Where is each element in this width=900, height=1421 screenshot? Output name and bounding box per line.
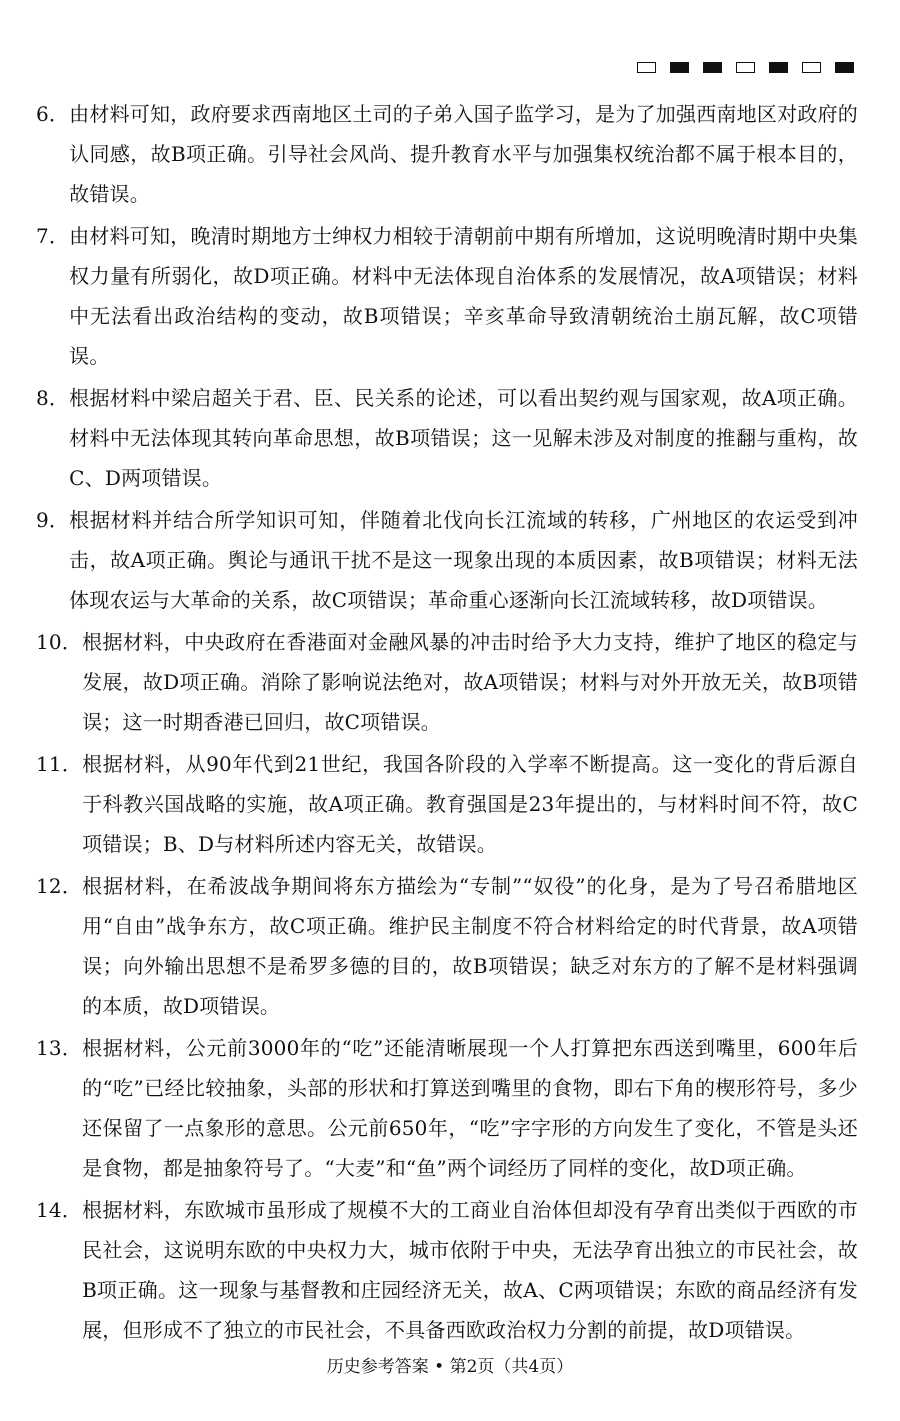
corner-mark-filled xyxy=(769,62,788,73)
answer-text: 由材料可知，晚清时期地方士绅权力相较于清朝前中期有所增加，这说明晚清时期中央集权力量有所弱化，故D项正确。材料中无法体现自治体系的发展情况，故A项错误；材料中无法看出政治结构的变动，故B项错误；辛亥革命导致清朝统治土崩瓦解，故C项错误。 xyxy=(69,224,858,368)
corner-mark-empty xyxy=(802,62,821,73)
answer-number: 12． xyxy=(36,874,83,898)
answer-text: 根据材料并结合所学知识可知，伴随着北伐向长江流域的转移，广州地区的农运受到冲击，故A项正确。舆论与通讯干扰不是这一现象出现的本质因素，故B项错误；材料无法体现农运与大革命的关系，故C项错误；革命重心逐渐向长江流域转移，故D项错误。 xyxy=(69,508,858,612)
answer-number: 13． xyxy=(36,1036,83,1060)
answer-text: 根据材料，公元前3000年的“吃”还能清晰展现一个人打算把东西送到嘴里，600年后的“吃”已经比较抽象，头部的形状和打算送到嘴里的食物，即右下角的楔形符号，多少还保留了一点象形的意思。公元前650年，“吃”字字形的方向发生了变化，不管是头还是食物，都是抽象符号了。“大麦”和“鱼”两个词经历了同样的变化，故D项正确。 xyxy=(82,1036,858,1180)
answer-item-12 xyxy=(36,866,858,1026)
answer-number: 9． xyxy=(36,508,70,532)
corner-mark-filled xyxy=(670,62,689,73)
answer-item-8 xyxy=(36,378,858,498)
answer-item-6 xyxy=(36,94,858,214)
answer-item-9 xyxy=(36,500,858,620)
corner-mark-empty xyxy=(736,62,755,73)
answer-number: 10． xyxy=(36,630,83,654)
answer-number: 7． xyxy=(36,224,70,248)
answer-number: 11． xyxy=(36,752,83,776)
corner-mark-empty xyxy=(637,62,656,73)
answer-number: 8． xyxy=(36,386,70,410)
answer-item-13 xyxy=(36,1028,858,1188)
answer-item-7 xyxy=(36,216,858,376)
answer-text: 由材料可知，政府要求西南地区土司的子弟入国子监学习，是为了加强西南地区对政府的认同感，故B项正确。引导社会风尚、提升教育水平与加强集权统治都不属于根本目的，故错误。 xyxy=(69,102,858,206)
corner-mark-filled xyxy=(835,62,854,73)
answer-number: 14． xyxy=(36,1198,83,1222)
answer-number: 6． xyxy=(36,102,70,126)
answer-list xyxy=(36,94,858,1352)
corner-mark-filled xyxy=(703,62,722,73)
answer-item-14 xyxy=(36,1190,858,1350)
page-footer: 历史参考答案 • 第2页（共4页） xyxy=(326,1357,574,1377)
answer-item-10 xyxy=(36,622,858,742)
page-corner-marks xyxy=(637,62,854,73)
answer-text: 根据材料，从90年代到21世纪，我国各阶段的入学率不断提高。这一变化的背后源自于科教兴国战略的实施，故A项正确。教育强国是23年提出的，与材料时间不符，故C项错误；B、D与材料所述内容无关，故错误。 xyxy=(82,752,858,856)
answer-item-11 xyxy=(36,744,858,864)
answer-text: 根据材料，在希波战争期间将东方描绘为“专制”“奴役”的化身，是为了号召希腊地区用“自由”战争东方，故C项正确。维护民主制度不符合材料给定的时代背景，故A项错误；向外输出思想不是希罗多德的目的，故B项错误；缺乏对东方的了解不是材料强调的本质，故D项错误。 xyxy=(82,874,858,1018)
answer-text: 根据材料，东欧城市虽形成了规模不大的工商业自治体但却没有孕育出类似于西欧的市民社会，这说明东欧的中央权力大，城市依附于中央，无法孕育出独立的市民社会，故B项正确。这一现象与基督教和庄园经济无关，故A、C两项错误；东欧的商品经济有发展，但形成不了独立的市民社会，不具备西欧政治权力分割的前提，故D项错误。 xyxy=(82,1198,858,1342)
answer-text: 根据材料中梁启超关于君、臣、民关系的论述，可以看出契约观与国家观，故A项正确。材料中无法体现其转向革命思想，故B项错误；这一见解未涉及对制度的推翻与重构，故C、D两项错误。 xyxy=(69,386,858,490)
answer-text: 根据材料，中央政府在香港面对金融风暴的冲击时给予大力支持，维护了地区的稳定与发展，故D项正确。消除了影响说法绝对，故A项错误；材料与对外开放无关，故B项错误；这一时期香港已回归，故C项错误。 xyxy=(82,630,858,734)
